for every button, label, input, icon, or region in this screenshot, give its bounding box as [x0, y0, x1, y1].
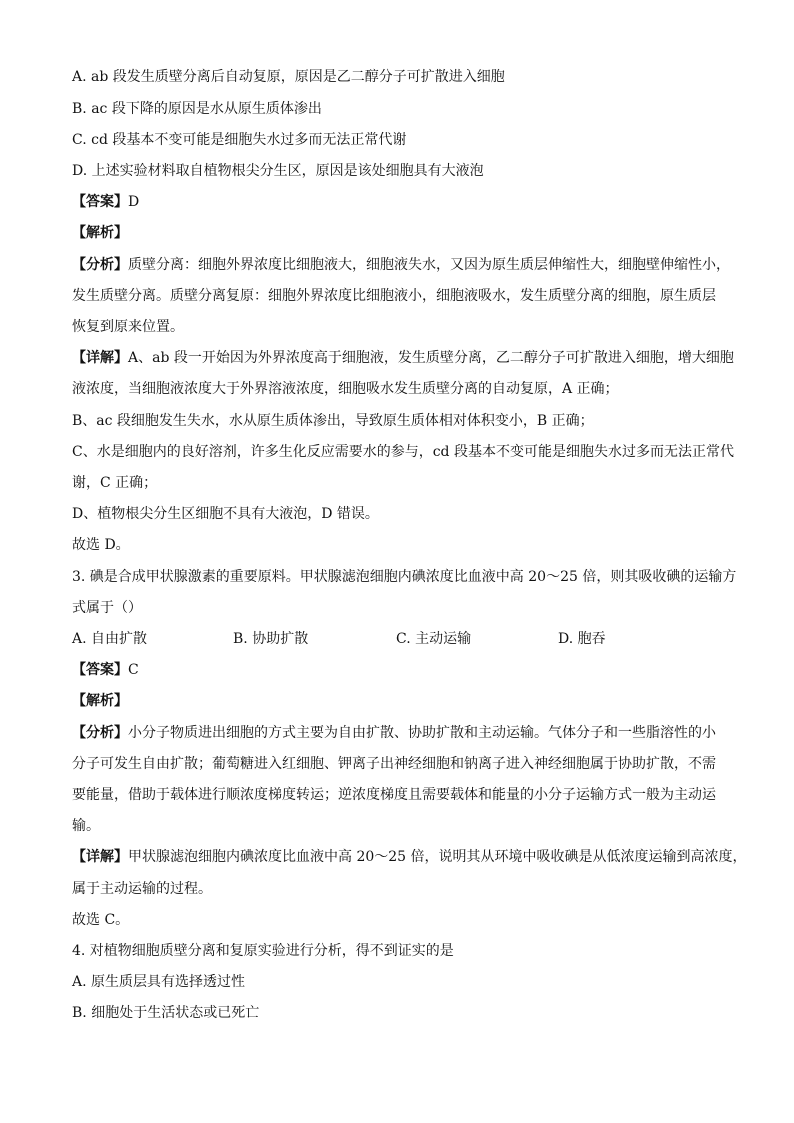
- q2-option-b: B. ac 段下降的原因是水从原生质体渗出: [72, 101, 322, 117]
- q4-option-b: B. 细胞处于生活状态或已死亡: [72, 1005, 260, 1021]
- q3-fenxi-line1: [72, 724, 716, 742]
- q2-fenxi-line2: 发生质壁分离。质壁分离复原：细胞外界浓度比细胞液小，细胞液吸水，发生质壁分离的细胞，原生质层: [72, 288, 716, 304]
- q3-fenxi-line2: 分子可发生自由扩散；葡萄糖进入红细胞、钾离子出神经细胞和钠离子进入神经细胞属于协助扩散，不需: [72, 756, 716, 772]
- q2-conclusion: 故选 D。: [72, 537, 130, 553]
- q3-option-a: A. 自由扩散: [72, 631, 148, 647]
- answer-value: D: [128, 194, 140, 210]
- xiangjie-label: 【详解】: [72, 350, 128, 366]
- q2-xiangjie-line3: B、ac 段细胞发生失水，水从原生质体渗出，导致原生质体相对体积变小，B 正确；: [72, 413, 594, 429]
- xiangjie-text: 甲状腺滤泡细胞内碘浓度比血液中高 20～25 倍，说明其从环境中吸收碘是从低浓度运输到高浓度，: [128, 849, 747, 865]
- q2-answer: [72, 193, 139, 211]
- answer-value: C: [128, 662, 139, 678]
- q3-option-d: D. 胞吞: [558, 631, 606, 647]
- q3-stem-line1: 3. 碘是合成甲状腺激素的重要原料。甲状腺滤泡细胞内碘浓度比血液中高 20～25 倍，则其吸收碘的运输方: [72, 569, 737, 585]
- q2-fenxi-line1: [72, 256, 730, 274]
- q2-xiangjie-line1: [72, 349, 734, 367]
- q2-option-c: C. cd 段基本不变可能是细胞失水过多而无法正常代谢: [72, 132, 407, 148]
- q3-stem-line2: 式属于（）: [72, 600, 142, 616]
- xiangjie-text: A、ab 段一开始因为外界浓度高于细胞液，发生质壁分离，乙二醇分子可扩散进入细胞，增大细胞: [128, 350, 734, 366]
- q3-fenxi-line4: 输。: [72, 818, 100, 834]
- fenxi-text: 小分子物质进出细胞的方式主要为自由扩散、协助扩散和主动运输。气体分子和一些脂溶性的小: [128, 725, 716, 741]
- q4-option-a: A. 原生质层具有选择透过性: [72, 974, 246, 990]
- q2-option-a: A. ab 段发生质壁分离后自动复原，原因是乙二醇分子可扩散进入细胞: [72, 69, 505, 85]
- q3-conclusion: 故选 C。: [72, 912, 130, 928]
- answer-label: 【答案】: [72, 194, 128, 210]
- q3-fenxi-line3: 要能量，借助于载体进行顺浓度梯度转运；逆浓度梯度且需要载体和能量的小分子运输方式一般为主动运: [72, 787, 716, 803]
- q3-xiangjie-line1: [72, 848, 747, 866]
- answer-label: 【答案】: [72, 662, 128, 678]
- q3-option-b: B. 协助扩散: [233, 631, 309, 647]
- q2-option-d: D. 上述实验材料取自植物根尖分生区，原因是该处细胞具有大液泡: [72, 163, 484, 179]
- q3-xiangjie-line2: 属于主动运输的过程。: [72, 881, 212, 897]
- xiangjie-label: 【详解】: [72, 849, 128, 865]
- q3-option-c: C. 主动运输: [396, 631, 472, 647]
- q4-stem: 4. 对植物细胞质壁分离和复原实验进行分析，得不到证实的是: [72, 943, 454, 959]
- q2-xiangjie-line6: D、植物根尖分生区细胞不具有大液泡，D 错误。: [72, 506, 379, 522]
- fenxi-label: 【分析】: [72, 725, 128, 741]
- q2-xiangjie-line4: C、水是细胞内的良好溶剂，许多生化反应需要水的参与，cd 段基本不变可能是细胞失水过多而无法正常代: [72, 444, 734, 460]
- fenxi-text: 质壁分离：细胞外界浓度比细胞液大，细胞液失水，又因为原生质层伸缩性大，细胞壁伸缩性小，: [128, 257, 730, 273]
- q2-xiangjie-line2: 液浓度，当细胞液浓度大于外界溶液浓度，细胞吸水发生质壁分离的自动复原，A 正确；: [72, 381, 619, 397]
- q3-jiexi-label: 【解析】: [72, 693, 128, 709]
- q2-fenxi-line3: 恢复到原来位置。: [72, 319, 184, 335]
- q2-jiexi-label: 【解析】: [72, 225, 128, 241]
- q3-answer: [72, 661, 139, 679]
- fenxi-label: 【分析】: [72, 257, 128, 273]
- q2-xiangjie-line5: 谢，C 正确；: [72, 475, 158, 491]
